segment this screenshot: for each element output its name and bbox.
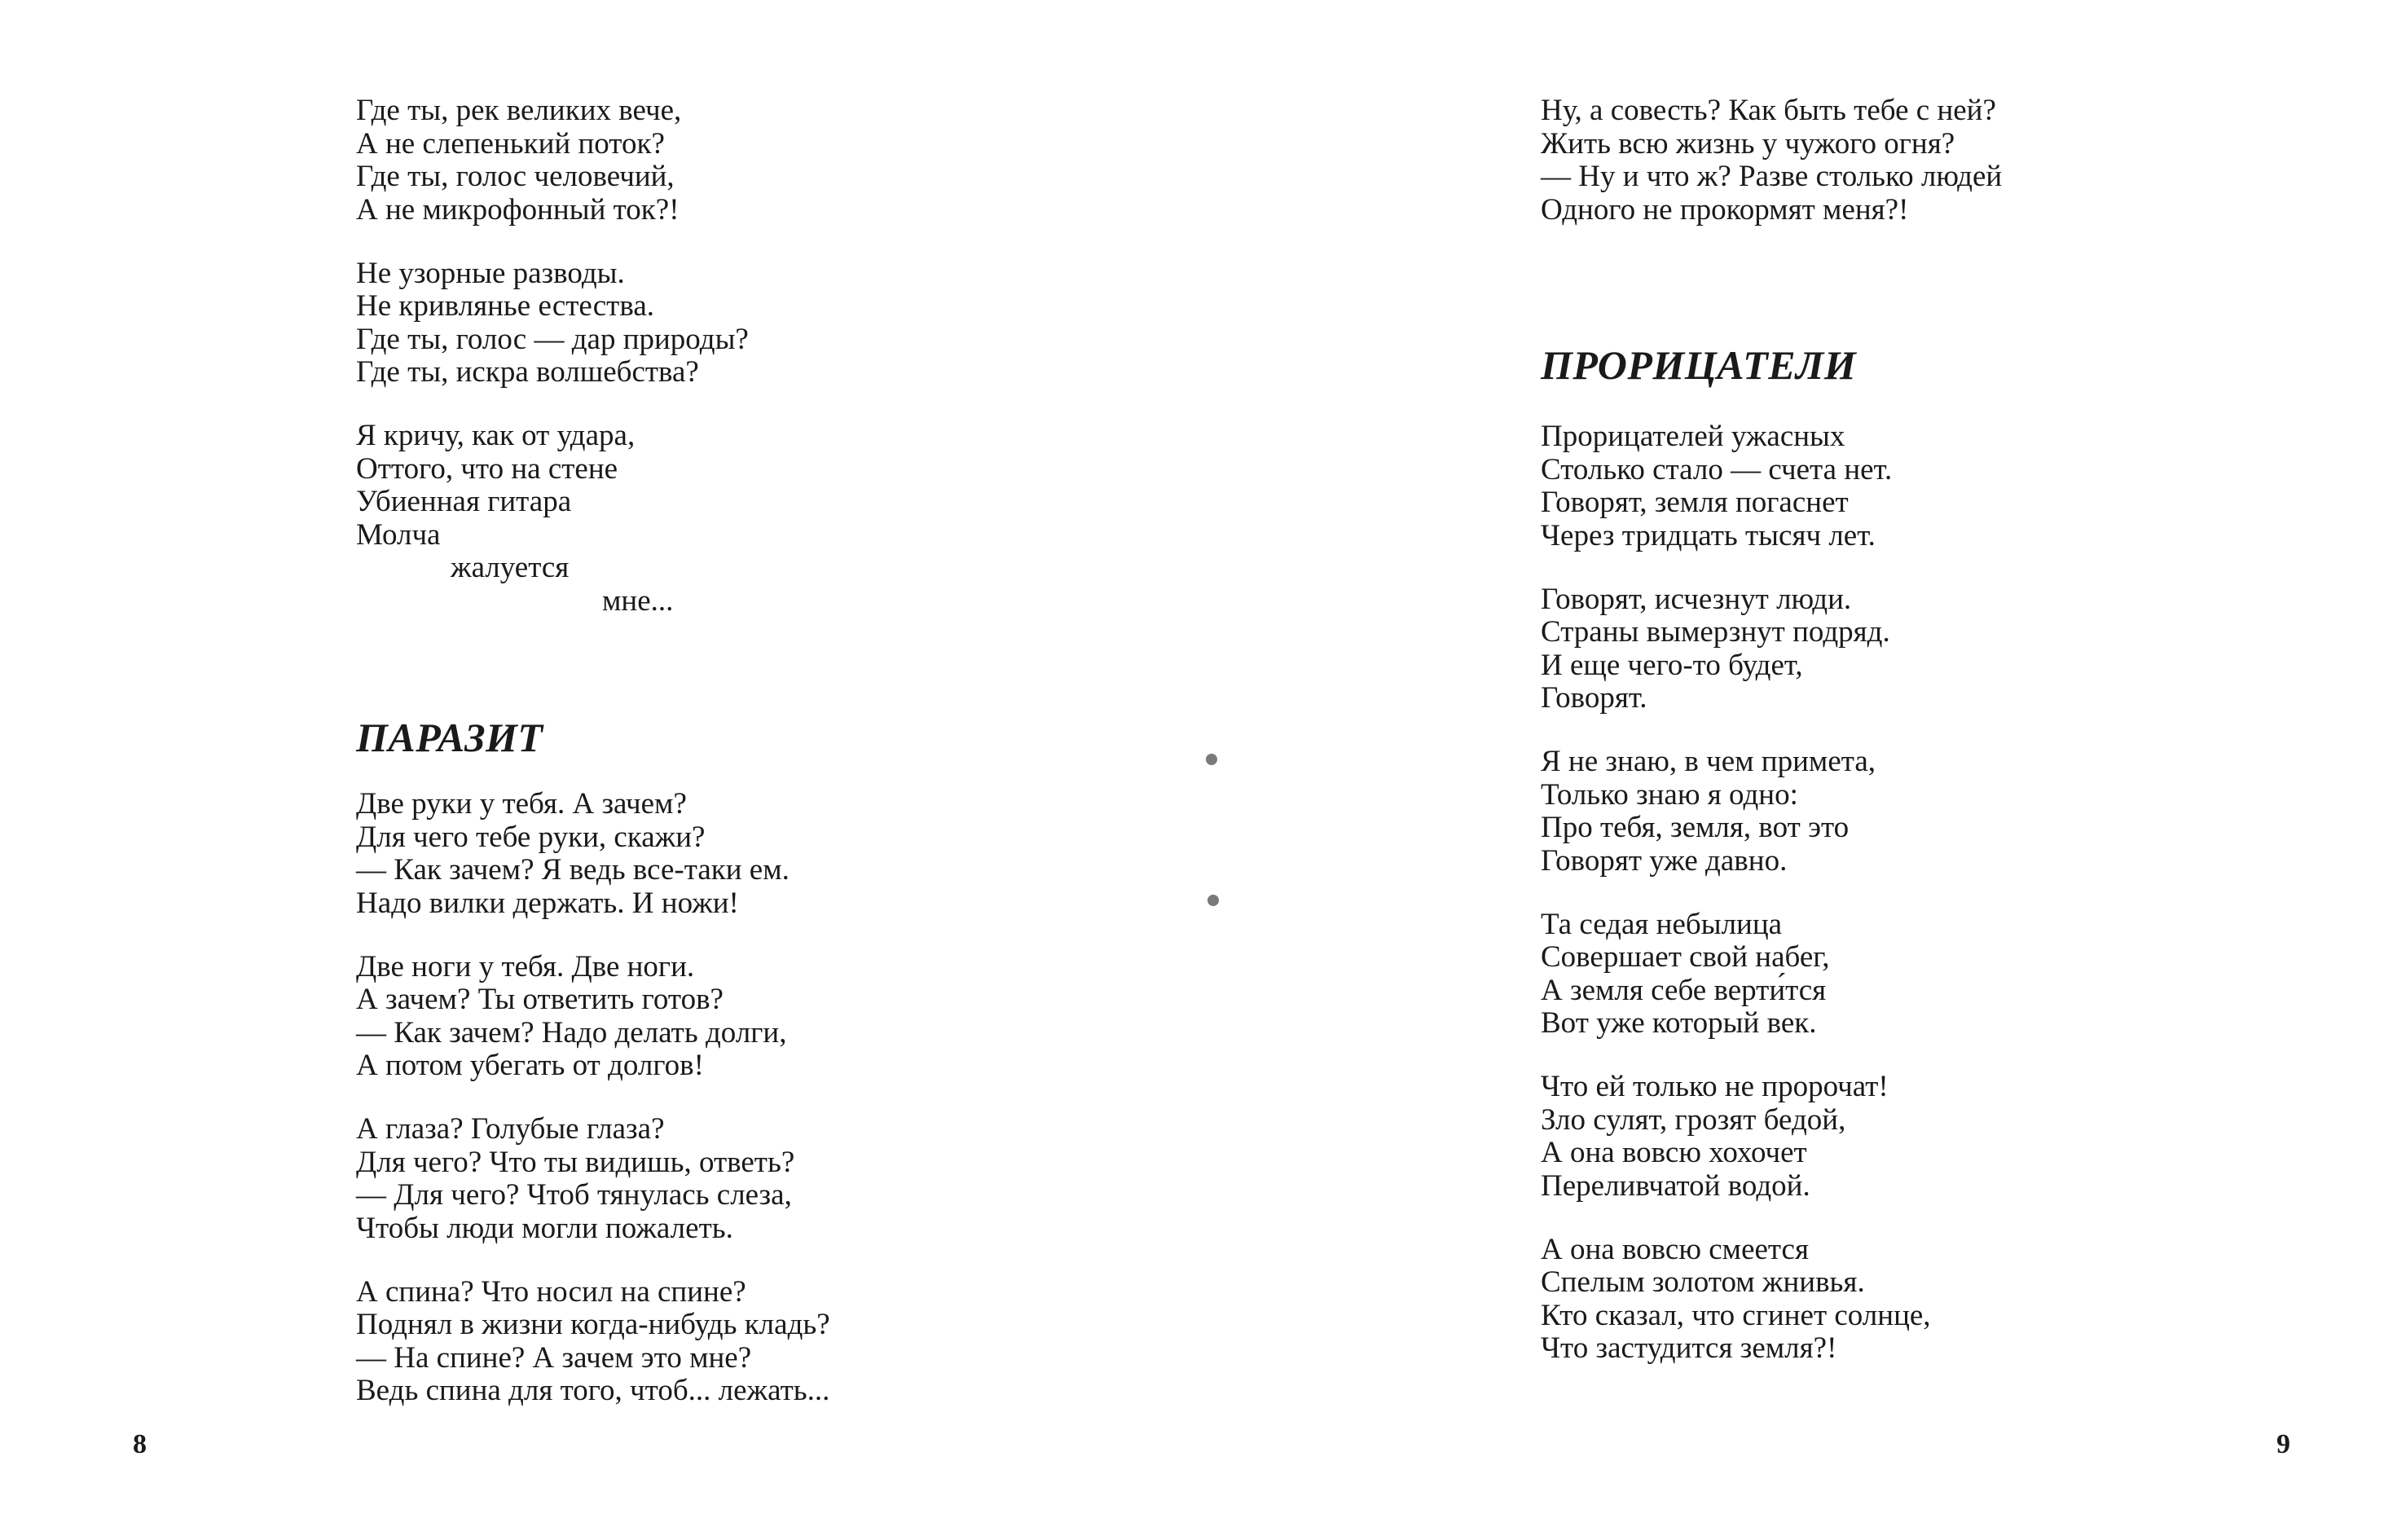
verse-line: Жить всю жизнь у чужого огня? (1541, 126, 1955, 161)
stanza (356, 95, 1089, 227)
stanza (356, 788, 1089, 920)
verse-line: Надо вилки держать. И ножи! (356, 886, 739, 920)
verse-line: Говорят. (1541, 681, 1647, 715)
right-page (1203, 0, 2406, 1540)
stanza (1541, 1071, 2274, 1203)
verse-line: Две ноги у тебя. Две ноги. (356, 949, 695, 983)
verse-line-indented: жалуется (451, 551, 570, 584)
verse-line: Зло сулят, грозят бедой, (1541, 1102, 1846, 1137)
stanza (1541, 95, 2274, 227)
verse-line: Где ты, голос — дар природы? (356, 322, 749, 356)
verse-line: Где ты, голос человечий, (356, 160, 675, 193)
poem-title: ПАРАЗИТ (356, 715, 543, 760)
stanza (1541, 583, 2274, 715)
verse-line: А спина? Что носил на спине? (356, 1274, 746, 1309)
verse-line: Для чего? Что ты видишь, ответь? (356, 1145, 795, 1179)
verse-line: Ну, а совесть? Как быть тебе с ней? (1541, 94, 1996, 127)
verse-line: Одного не прокормят меня?! (1541, 192, 1909, 227)
verse-line: Где ты, рек великих вече, (356, 94, 682, 127)
left-text-column (356, 95, 1089, 1408)
verse-line: Убиенная гитара (356, 485, 572, 518)
verse-line-indented: мне... (602, 583, 674, 618)
verse-line: Совершает свой набег, (1541, 940, 1830, 974)
verse-line: — Для чего? Чтоб тянулась слеза, (356, 1178, 792, 1212)
verse-line: А не слепенький поток? (356, 126, 665, 161)
stanza (1541, 909, 2274, 1041)
verse-line: — Как зачем? Я ведь все-таки ем. (356, 853, 790, 887)
poem-title: ПРОРИЦАТЕЛИ (1541, 342, 1857, 388)
verse-line: Не кривлянье естества. (356, 289, 655, 323)
verse-line: А земля себе верти́тся (1541, 973, 1827, 1007)
stanza (356, 1276, 1089, 1408)
verse-line: — Как зачем? Надо делать долги, (356, 1015, 787, 1049)
verse-line: — Ну и что ж? Разве столько людей (1541, 160, 2003, 193)
verse-line: А глаза? Голубые глаза? (356, 1112, 665, 1146)
verse-line: Говорят, исчезнут люди. (1541, 582, 1852, 616)
verse-line: А она вовсю смеется (1541, 1232, 1809, 1266)
page-number: 9 (2276, 1429, 2290, 1459)
verse-line: Чтобы люди могли пожалеть. (356, 1211, 733, 1245)
verse-line: А потом убегать от долгов! (356, 1049, 704, 1082)
stanza (1541, 420, 2274, 552)
stanza (1541, 746, 2274, 878)
verse-line: Оттого, что на стене (356, 451, 618, 486)
verse-line: Прорицателей ужасных (1541, 420, 1845, 453)
verse-line: А зачем? Ты ответить готов? (356, 983, 724, 1016)
verse-line: Я не знаю, в чем примета, (1541, 745, 1876, 778)
verse-line: Столько стало — счета нет. (1541, 452, 1893, 486)
verse-line: Вот уже который век. (1541, 1006, 1817, 1040)
verse-line: Молча (356, 517, 441, 552)
stanza (356, 257, 1089, 389)
verse-line: Что застудится земля?! (1541, 1331, 1837, 1365)
stanza (1541, 1234, 2274, 1366)
stanza (356, 1113, 1089, 1245)
stanza (356, 951, 1089, 1083)
verse-line: Где ты, искра волшебства? (356, 355, 699, 389)
verse-line: А не микрофонный ток?! (356, 192, 680, 227)
verse-line: Я кричу, как от удара, (356, 419, 636, 452)
verse-line: Спелым золотом жнивья. (1541, 1265, 1865, 1299)
verse-line: Не узорные разводы. (356, 256, 625, 290)
verse-line: Та седая небылица (1541, 907, 1783, 941)
verse-line: А она вовсю хохочет (1541, 1136, 1807, 1169)
right-text-column (1541, 95, 2274, 1366)
verse-line: Через тридцать тысяч лет. (1541, 518, 1876, 552)
verse-line: Страны вымерзнут подряд. (1541, 615, 1890, 649)
verse-line: Про тебя, земля, вот это (1541, 811, 1850, 844)
verse-line: Переливчатой водой. (1541, 1168, 1810, 1203)
verse-line: Две руки у тебя. А зачем? (356, 787, 687, 821)
verse-line: И еще чего-то будет, (1541, 648, 1803, 682)
verse-line: — На спине? А зачем это мне? (356, 1340, 752, 1375)
stanza (356, 420, 1089, 618)
verse-line: Что ей только не пророчат! (1541, 1070, 1889, 1103)
verse-line: Только знаю я одно: (1541, 777, 1798, 812)
verse-line: Для чего тебе руки, скажи? (356, 820, 706, 854)
verse-line: Кто сказал, что сгинет солнце, (1541, 1298, 1931, 1332)
page-number: 8 (133, 1429, 147, 1459)
verse-line: Поднял в жизни когда-нибудь кладь? (356, 1308, 830, 1341)
verse-line: Говорят уже давно. (1541, 843, 1788, 878)
verse-line: Ведь спина для того, чтоб... лежать... (356, 1374, 830, 1407)
verse-line: Говорят, земля погаснет (1541, 486, 1849, 519)
